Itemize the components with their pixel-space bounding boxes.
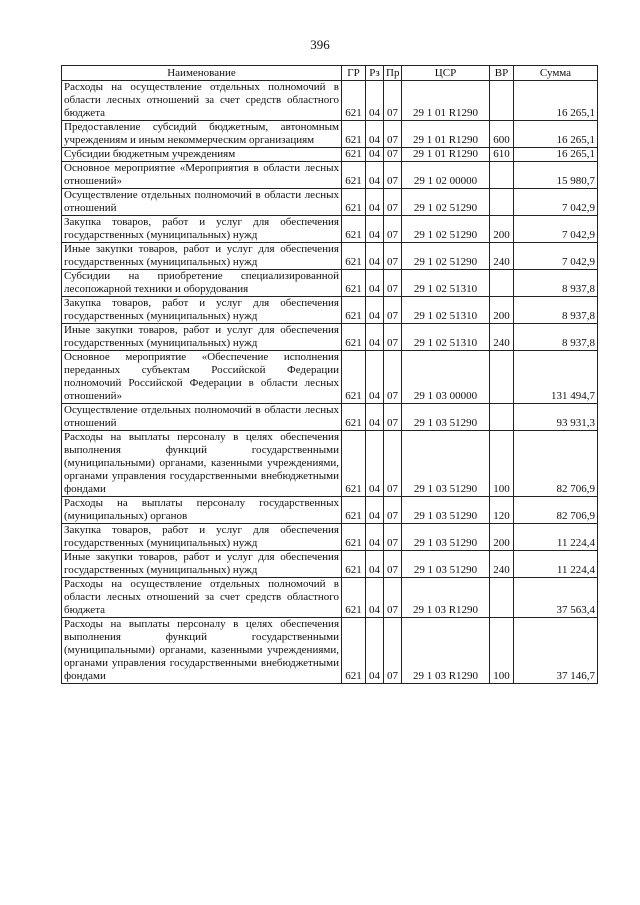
table-row xyxy=(62,551,598,578)
table-row xyxy=(62,404,598,431)
row-name-cell: Предоставление субсидий бюджетным, автономным учреждениям и иным некоммерческим организациям xyxy=(62,121,342,148)
row-csr-cell: 29 1 01 R1290 xyxy=(402,121,490,148)
row-rz-cell: 04 xyxy=(366,431,384,497)
row-rz-cell: 04 xyxy=(366,189,384,216)
row-csr-cell: 29 1 03 51290 xyxy=(402,497,490,524)
row-vr-cell xyxy=(490,189,514,216)
row-vr-cell: 240 xyxy=(490,243,514,270)
table-row xyxy=(62,618,598,684)
row-rz-cell: 04 xyxy=(366,404,384,431)
row-rz-cell: 04 xyxy=(366,524,384,551)
row-name-cell: Осуществление отдельных полномочий в области лесных отношений xyxy=(62,189,342,216)
row-pr-cell: 07 xyxy=(384,497,402,524)
row-sum-cell: 16 265,1 xyxy=(514,81,598,121)
row-pr-cell: 07 xyxy=(384,524,402,551)
row-gr-cell: 621 xyxy=(342,524,366,551)
row-rz-cell: 04 xyxy=(366,297,384,324)
row-csr-cell: 29 1 01 R1290 xyxy=(402,148,490,162)
table-row xyxy=(62,497,598,524)
table-row xyxy=(62,270,598,297)
table-row xyxy=(62,578,598,618)
table-body xyxy=(62,81,598,684)
row-rz-cell: 04 xyxy=(366,148,384,162)
row-pr-cell: 07 xyxy=(384,351,402,404)
row-csr-cell: 29 1 02 51310 xyxy=(402,324,490,351)
row-csr-cell: 29 1 03 00000 xyxy=(402,351,490,404)
table-row xyxy=(62,524,598,551)
row-pr-cell: 07 xyxy=(384,270,402,297)
row-pr-cell: 07 xyxy=(384,404,402,431)
row-vr-cell xyxy=(490,351,514,404)
row-rz-cell: 04 xyxy=(366,243,384,270)
row-rz-cell: 04 xyxy=(366,270,384,297)
row-rz-cell: 04 xyxy=(366,578,384,618)
table-row xyxy=(62,351,598,404)
header-vr: ВР xyxy=(490,66,514,81)
row-gr-cell: 621 xyxy=(342,162,366,189)
row-gr-cell: 621 xyxy=(342,324,366,351)
row-sum-cell: 7 042,9 xyxy=(514,216,598,243)
row-sum-cell: 7 042,9 xyxy=(514,189,598,216)
row-pr-cell: 07 xyxy=(384,243,402,270)
row-gr-cell: 621 xyxy=(342,297,366,324)
table-row xyxy=(62,431,598,497)
row-rz-cell: 04 xyxy=(366,551,384,578)
row-rz-cell: 04 xyxy=(366,497,384,524)
row-gr-cell: 621 xyxy=(342,431,366,497)
row-sum-cell: 16 265,1 xyxy=(514,121,598,148)
row-name-cell: Расходы на выплаты персоналу государственных (муниципальных) органов xyxy=(62,497,342,524)
row-csr-cell: 29 1 02 51290 xyxy=(402,243,490,270)
row-gr-cell: 621 xyxy=(342,81,366,121)
row-gr-cell: 621 xyxy=(342,618,366,684)
row-pr-cell: 07 xyxy=(384,121,402,148)
header-name: Наименование xyxy=(62,66,342,81)
row-pr-cell: 07 xyxy=(384,162,402,189)
row-csr-cell: 29 1 02 51290 xyxy=(402,216,490,243)
row-sum-cell: 82 706,9 xyxy=(514,497,598,524)
row-csr-cell: 29 1 03 R1290 xyxy=(402,618,490,684)
row-gr-cell: 621 xyxy=(342,148,366,162)
page-number: 396 xyxy=(310,37,330,52)
row-csr-cell: 29 1 03 51290 xyxy=(402,524,490,551)
row-sum-cell: 8 937,8 xyxy=(514,297,598,324)
row-name-cell: Закупка товаров, работ и услуг для обеспечения государственных (муниципальных) нужд xyxy=(62,216,342,243)
table-row xyxy=(62,189,598,216)
row-vr-cell xyxy=(490,404,514,431)
table-row xyxy=(62,162,598,189)
row-gr-cell: 621 xyxy=(342,497,366,524)
row-vr-cell: 240 xyxy=(490,551,514,578)
table-row xyxy=(62,121,598,148)
row-name-cell: Основное мероприятие «Обеспечение исполнения переданных субъектам Российской Федерации полномочий Российской Федерации в области лесных отношений» xyxy=(62,351,342,404)
row-name-cell: Закупка товаров, работ и услуг для обеспечения государственных (муниципальных) нужд xyxy=(62,297,342,324)
header-sum: Сумма xyxy=(514,66,598,81)
row-name-cell: Иные закупки товаров, работ и услуг для обеспечения государственных (муниципальных) нужд xyxy=(62,324,342,351)
row-vr-cell: 120 xyxy=(490,497,514,524)
row-vr-cell: 600 xyxy=(490,121,514,148)
table-row xyxy=(62,243,598,270)
row-vr-cell xyxy=(490,578,514,618)
row-sum-cell: 11 224,4 xyxy=(514,524,598,551)
row-name-cell: Расходы на осуществление отдельных полномочий в области лесных отношений за счет средств областного бюджета xyxy=(62,578,342,618)
header-pr: Пр xyxy=(384,66,402,81)
row-vr-cell xyxy=(490,81,514,121)
row-gr-cell: 621 xyxy=(342,404,366,431)
row-vr-cell: 240 xyxy=(490,324,514,351)
row-pr-cell: 07 xyxy=(384,189,402,216)
row-gr-cell: 621 xyxy=(342,578,366,618)
row-pr-cell: 07 xyxy=(384,216,402,243)
row-name-cell: Расходы на осуществление отдельных полномочий в области лесных отношений за счет средств областного бюджета xyxy=(62,81,342,121)
budget-table xyxy=(61,65,598,684)
row-pr-cell: 07 xyxy=(384,431,402,497)
row-name-cell: Расходы на выплаты персоналу в целях обеспечения выполнения функций государственными (муниципальными) органами, казенными учреждениями, органами управления государственными внебюджетными фондами xyxy=(62,618,342,684)
table-row xyxy=(62,324,598,351)
row-gr-cell: 621 xyxy=(342,551,366,578)
row-gr-cell: 621 xyxy=(342,270,366,297)
table-row xyxy=(62,148,598,162)
table-row xyxy=(62,297,598,324)
row-sum-cell: 8 937,8 xyxy=(514,324,598,351)
row-name-cell: Иные закупки товаров, работ и услуг для обеспечения государственных (муниципальных) нужд xyxy=(62,243,342,270)
header-csr: ЦСР xyxy=(402,66,490,81)
row-sum-cell: 7 042,9 xyxy=(514,243,598,270)
row-csr-cell: 29 1 02 00000 xyxy=(402,162,490,189)
row-gr-cell: 621 xyxy=(342,243,366,270)
row-pr-cell: 07 xyxy=(384,551,402,578)
table-header-row xyxy=(62,66,598,81)
header-gr: ГР xyxy=(342,66,366,81)
row-vr-cell: 200 xyxy=(490,297,514,324)
row-rz-cell: 04 xyxy=(366,216,384,243)
row-rz-cell: 04 xyxy=(366,81,384,121)
row-csr-cell: 29 1 03 R1290 xyxy=(402,578,490,618)
row-name-cell: Субсидии бюджетным учреждениям xyxy=(62,148,342,162)
row-vr-cell xyxy=(490,162,514,189)
row-sum-cell: 15 980,7 xyxy=(514,162,598,189)
row-vr-cell xyxy=(490,270,514,297)
row-csr-cell: 29 1 01 R1290 xyxy=(402,81,490,121)
header-rz: Рз xyxy=(366,66,384,81)
row-gr-cell: 621 xyxy=(342,216,366,243)
row-name-cell: Основное мероприятие «Мероприятия в области лесных отношений» xyxy=(62,162,342,189)
row-sum-cell: 82 706,9 xyxy=(514,431,598,497)
row-pr-cell: 07 xyxy=(384,578,402,618)
row-vr-cell: 100 xyxy=(490,431,514,497)
row-rz-cell: 04 xyxy=(366,351,384,404)
table-row xyxy=(62,216,598,243)
row-csr-cell: 29 1 03 51290 xyxy=(402,431,490,497)
row-sum-cell: 131 494,7 xyxy=(514,351,598,404)
row-pr-cell: 07 xyxy=(384,81,402,121)
table-row xyxy=(62,81,598,121)
row-gr-cell: 621 xyxy=(342,121,366,148)
row-sum-cell: 37 146,7 xyxy=(514,618,598,684)
row-csr-cell: 29 1 02 51290 xyxy=(402,189,490,216)
row-sum-cell: 16 265,1 xyxy=(514,148,598,162)
row-name-cell: Закупка товаров, работ и услуг для обеспечения государственных (муниципальных) нужд xyxy=(62,524,342,551)
row-pr-cell: 07 xyxy=(384,297,402,324)
row-csr-cell: 29 1 03 51290 xyxy=(402,551,490,578)
row-sum-cell: 8 937,8 xyxy=(514,270,598,297)
row-vr-cell: 200 xyxy=(490,216,514,243)
row-pr-cell: 07 xyxy=(384,148,402,162)
row-pr-cell: 07 xyxy=(384,324,402,351)
row-sum-cell: 93 931,3 xyxy=(514,404,598,431)
row-sum-cell: 11 224,4 xyxy=(514,551,598,578)
row-vr-cell: 100 xyxy=(490,618,514,684)
row-csr-cell: 29 1 02 51310 xyxy=(402,297,490,324)
row-csr-cell: 29 1 03 51290 xyxy=(402,404,490,431)
row-rz-cell: 04 xyxy=(366,121,384,148)
row-rz-cell: 04 xyxy=(366,324,384,351)
row-rz-cell: 04 xyxy=(366,162,384,189)
row-name-cell: Иные закупки товаров, работ и услуг для обеспечения государственных (муниципальных) нужд xyxy=(62,551,342,578)
row-name-cell: Субсидии на приобретение специализированной лесопожарной техники и оборудования xyxy=(62,270,342,297)
row-name-cell: Расходы на выплаты персоналу в целях обеспечения выполнения функций государственными (муниципальными) органами, казенными учреждениями, органами управления государственными внебюджетными фондами xyxy=(62,431,342,497)
row-vr-cell: 200 xyxy=(490,524,514,551)
row-name-cell: Осуществление отдельных полномочий в области лесных отношений xyxy=(62,404,342,431)
row-pr-cell: 07 xyxy=(384,618,402,684)
row-csr-cell: 29 1 02 51310 xyxy=(402,270,490,297)
row-rz-cell: 04 xyxy=(366,618,384,684)
row-vr-cell: 610 xyxy=(490,148,514,162)
row-gr-cell: 621 xyxy=(342,189,366,216)
row-sum-cell: 37 563,4 xyxy=(514,578,598,618)
row-gr-cell: 621 xyxy=(342,351,366,404)
